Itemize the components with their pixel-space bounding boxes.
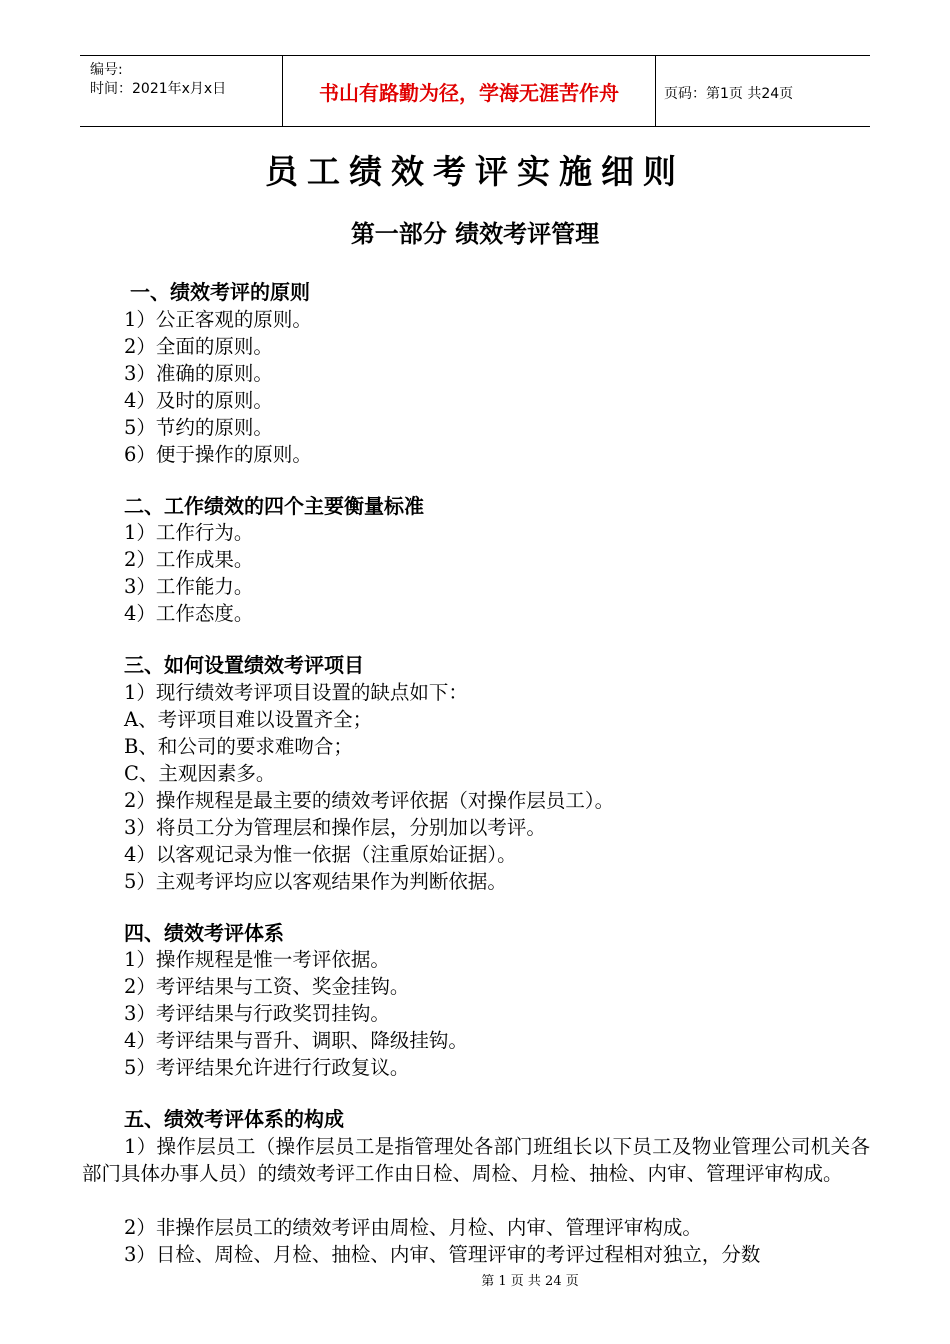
- list-item: 4）及时的原则。: [124, 389, 273, 412]
- list-item: 5）主观考评均应以客观结果作为判断依据。: [124, 870, 507, 893]
- list-item: 4）考评结果与晋升、调职、降级挂钩。: [124, 1029, 468, 1052]
- body-paragraph: 2）非操作层员工的绩效考评由周检、月检、内审、管理评审构成。: [124, 1216, 702, 1239]
- list-item: 2）工作成果。: [124, 548, 254, 571]
- body-paragraph: 3）日检、周检、月检、抽检、内审、管理评审的考评过程相对独立，分数: [124, 1243, 761, 1266]
- list-item: B、和公司的要求难吻合；: [124, 735, 353, 758]
- part-title: 第一部分 绩效考评管理: [350, 219, 600, 248]
- header-meta: [80, 56, 283, 126]
- list-item: A、考评项目难以设置齐全；: [124, 708, 373, 731]
- section-heading: 二、工作绩效的四个主要衡量标准: [124, 494, 424, 518]
- list-item: 4）工作态度。: [124, 602, 254, 625]
- page-footer: 第 1 页 共 24 页: [481, 1274, 579, 1289]
- list-item: 3）工作能力。: [124, 575, 254, 598]
- list-item: 2）操作规程是最主要的绩效考评依据（对操作层员工）。: [124, 789, 615, 812]
- document-number-label: 编号:: [90, 62, 123, 78]
- list-item: 1）现行绩效考评项目设置的缺点如下：: [124, 681, 468, 704]
- page-header: [80, 55, 870, 127]
- list-item: 2）考评结果与工资、奖金挂钩。: [124, 975, 410, 998]
- list-item: 3）考评结果与行政奖罚挂钩。: [124, 1002, 390, 1025]
- list-item: 5）节约的原则。: [124, 416, 273, 439]
- header-page-cell: [656, 56, 870, 126]
- header-motto-cell: [283, 56, 656, 126]
- document-time-label: 时间：2021年x月x日: [90, 81, 227, 97]
- section-heading: 四、绩效考评体系: [124, 921, 284, 945]
- list-item: 3）将员工分为管理层和操作层，分别加以考评。: [124, 816, 546, 839]
- list-item: 2）全面的原则。: [124, 335, 273, 358]
- header-page-info: 页码：第1页 共24页: [664, 86, 794, 102]
- list-item: 3）准确的原则。: [124, 362, 273, 385]
- section-heading: 一、绩效考评的原则: [130, 280, 310, 304]
- list-item: 1）工作行为。: [124, 521, 254, 544]
- document-title: 员工绩效考评实施细则: [265, 152, 685, 191]
- list-item: 5）考评结果允许进行行政复议。: [124, 1056, 410, 1079]
- body-paragraph: 1）操作层员工（操作层员工是指管理处各部门班组长以下员工及物业管理公司机关各部门具体办事人员）的绩效考评工作由日检、周检、月检、抽检、内审、管理评审构成。: [82, 1135, 870, 1185]
- header-motto: 书山有路勤为径，学海无涯苦作舟: [319, 81, 619, 105]
- list-item: 1）公正客观的原则。: [124, 308, 312, 331]
- list-item: 6）便于操作的原则。: [124, 443, 312, 466]
- list-item: 1）操作规程是惟一考评依据。: [124, 948, 390, 971]
- section-heading: 五、绩效考评体系的构成: [124, 1107, 344, 1131]
- list-item: C、主观因素多。: [124, 762, 276, 785]
- section-heading: 三、如何设置绩效考评项目: [124, 653, 364, 677]
- list-item: 4）以客观记录为惟一依据（注重原始证据）。: [124, 843, 517, 866]
